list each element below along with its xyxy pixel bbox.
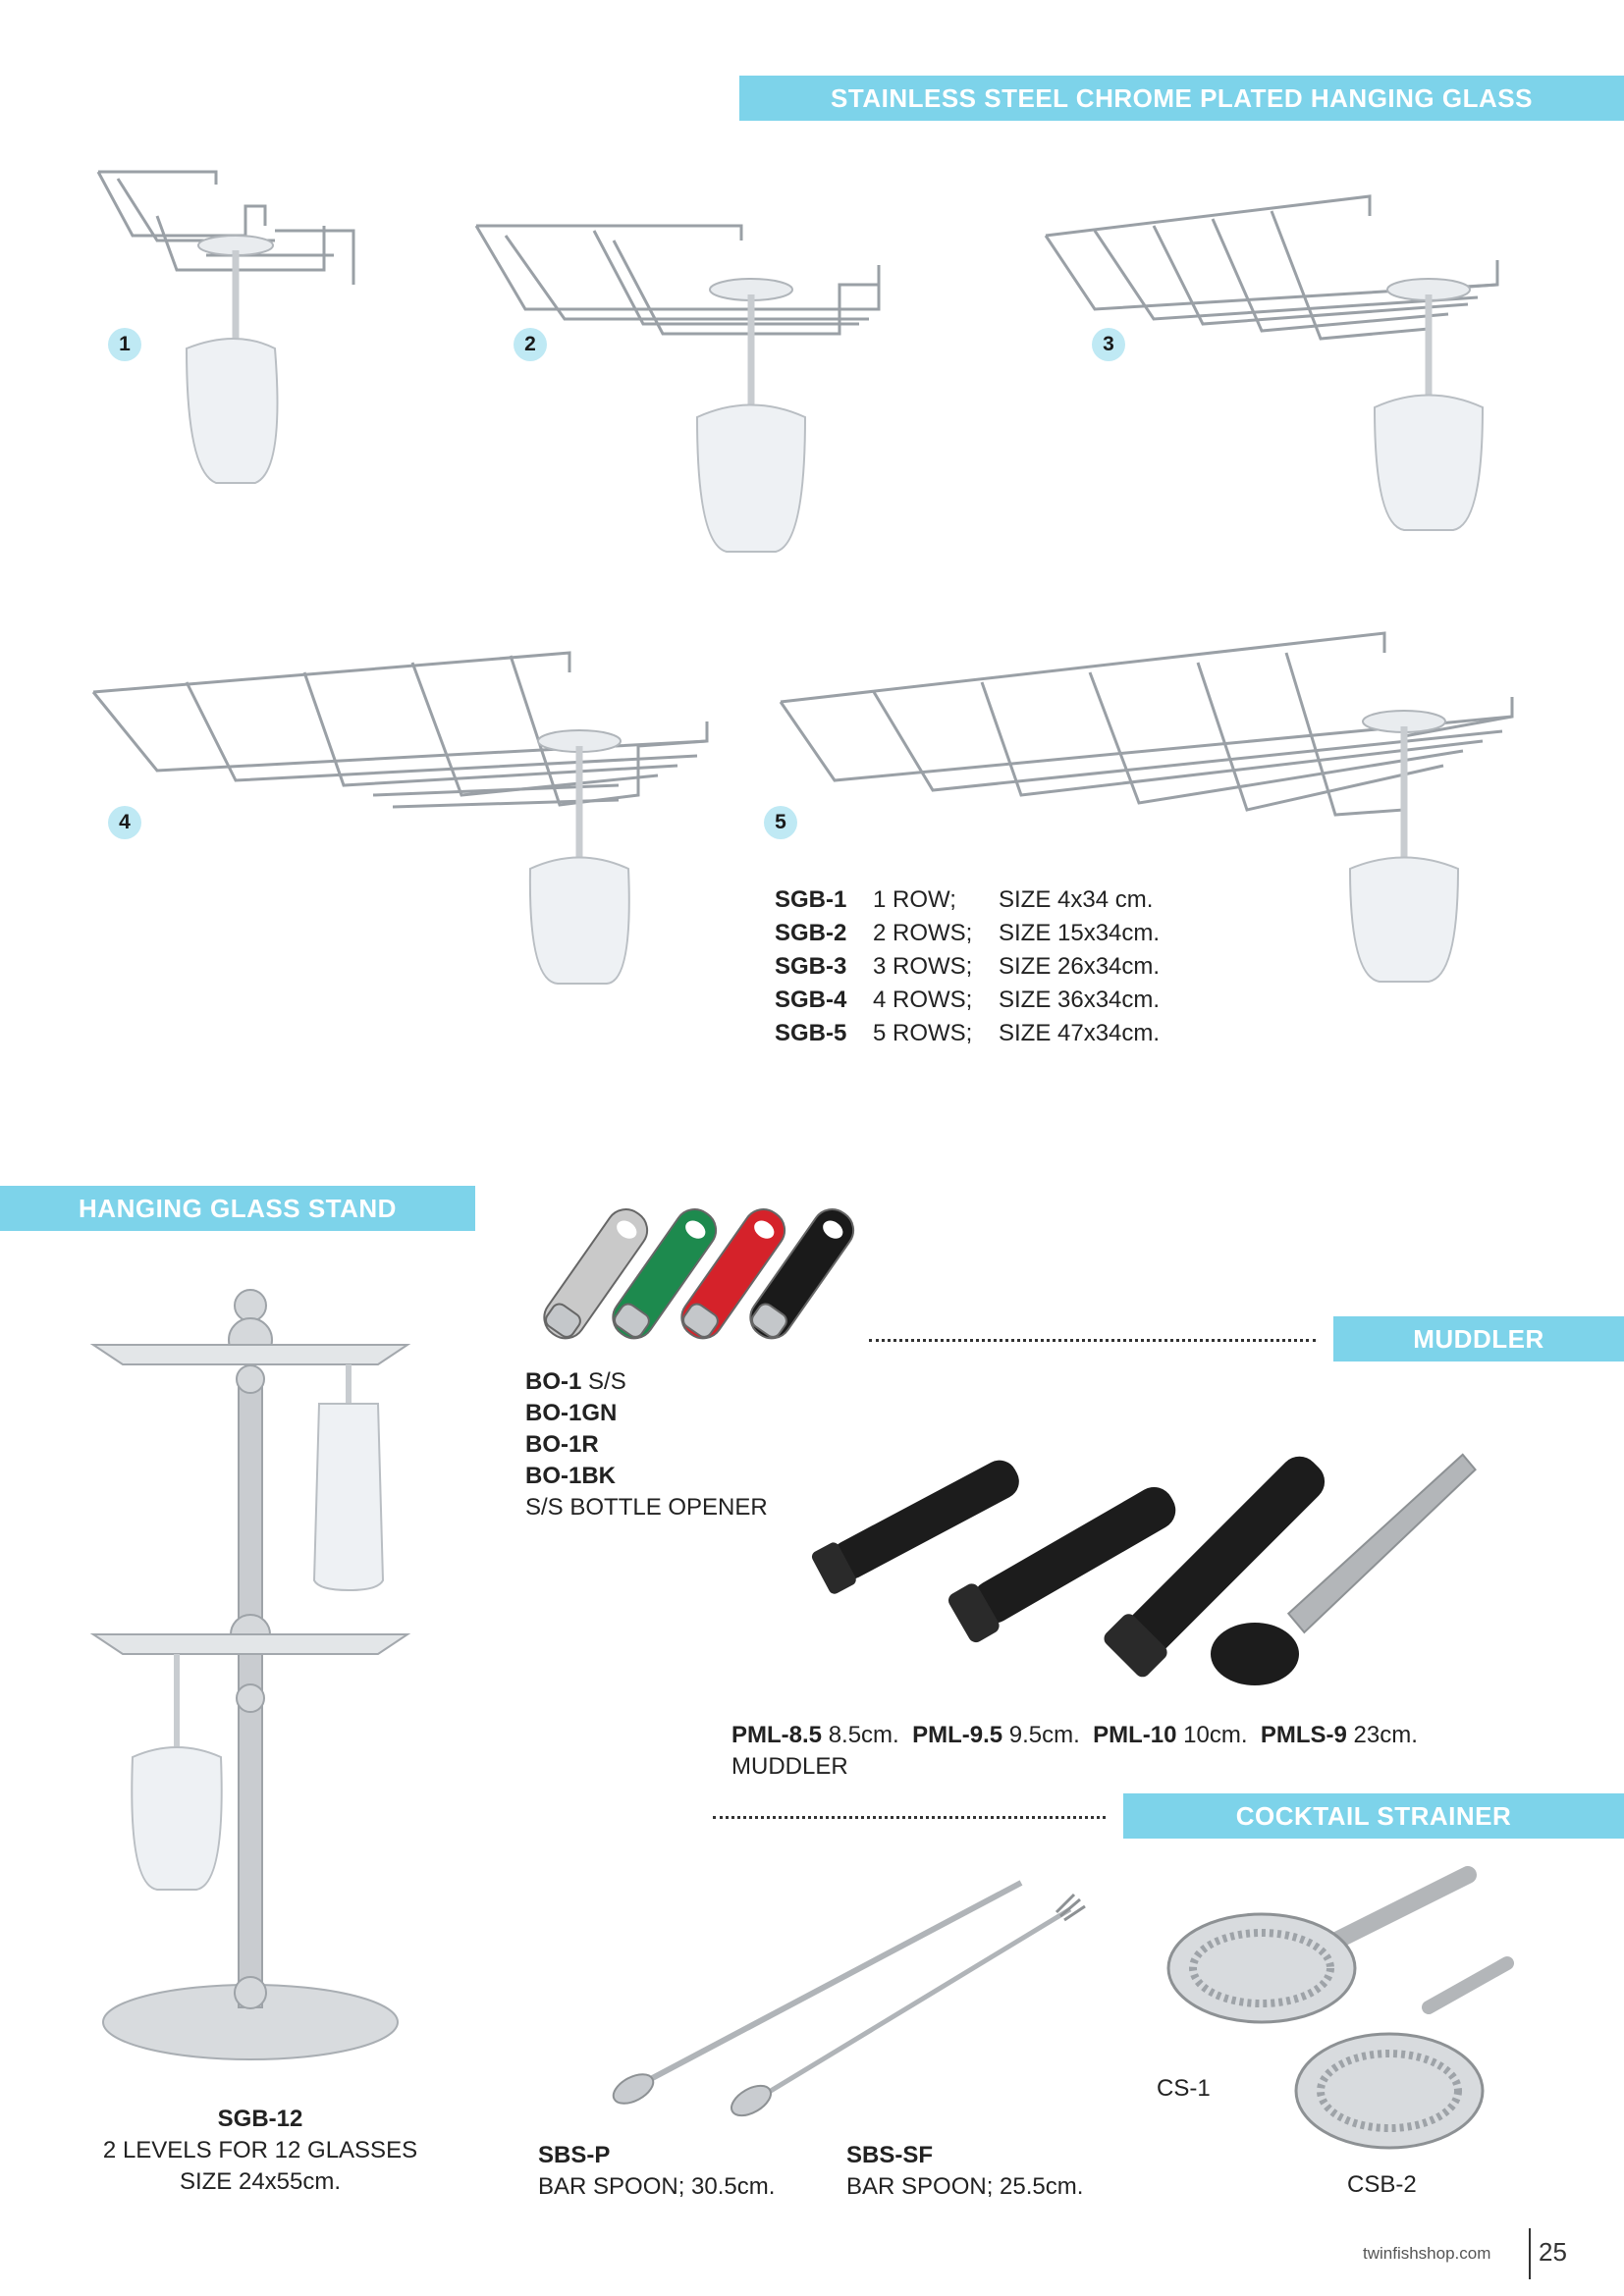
rack-spec-row [775, 1017, 1160, 1050]
rack-spec-rows: 2 ROWS; [873, 920, 973, 946]
muddler-size: 9.5cm. [1008, 1722, 1080, 1748]
glass-stand-image [83, 1286, 417, 2071]
spoon-code: SBS-SF [846, 2142, 934, 2168]
rack-spec-code: SGB-5 [775, 1020, 847, 1046]
opener-row [525, 1461, 768, 1492]
glass-rack-4-image [88, 638, 717, 991]
muddler-size: 10cm. [1183, 1722, 1248, 1748]
stand-code: SGB-12 [217, 2106, 303, 2132]
footer-site: twinfishshop.com [1363, 2244, 1491, 2263]
strainer-image [1144, 1860, 1537, 2184]
rack-number-5: 5 [764, 806, 797, 839]
opener-code: BO-1R [525, 1431, 599, 1458]
opener-row [525, 1429, 768, 1461]
spoon-caption-2 [846, 2140, 1083, 2203]
stand-line1: 2 LEVELS FOR 12 GLASSES [102, 2137, 418, 2163]
muddler-name: MUDDLER [731, 1753, 848, 1780]
muddler-code: PMLS-9 [1260, 1722, 1347, 1748]
rack-spec-code: SGB-1 [775, 886, 847, 913]
rack-spec-rows: 4 ROWS; [873, 987, 973, 1013]
rack-spec-list [775, 883, 1160, 1050]
opener-suffix: S/S [581, 1368, 626, 1395]
muddler-code: PML-10 [1093, 1722, 1177, 1748]
bottle-opener-image [520, 1193, 874, 1360]
rack-spec-size: SIZE 36x34cm. [999, 987, 1161, 1013]
banner-glass-stand: HANGING GLASS STAND [0, 1186, 475, 1231]
opener-code: BO-1BK [525, 1463, 617, 1489]
rack-spec-row [775, 950, 1160, 984]
rack-spec-size: SIZE 47x34cm. [999, 1020, 1161, 1046]
opener-code: BO-1 [525, 1368, 582, 1395]
rack-spec-size: SIZE 4x34 cm. [999, 886, 1154, 913]
footer-divider [1529, 2228, 1531, 2279]
opener-row [525, 1366, 768, 1398]
rack-spec-row [775, 984, 1160, 1017]
muddler-row [731, 1720, 1418, 1751]
banner-hanging-glass: STAINLESS STEEL CHROME PLATED HANGING GLASS [739, 76, 1624, 121]
bar-spoon-image [599, 1865, 1090, 2120]
opener-name: S/S BOTTLE OPENER [525, 1494, 768, 1521]
rack-number-4: 4 [108, 806, 141, 839]
rack-spec-rows: 3 ROWS; [873, 953, 973, 980]
glass-rack-1-image [88, 157, 363, 491]
rack-number-2: 2 [514, 328, 547, 361]
opener-caption [525, 1366, 768, 1523]
banner-muddler: MUDDLER [1333, 1316, 1624, 1362]
rack-spec-code: SGB-4 [775, 987, 847, 1013]
rack-spec-row [775, 883, 1160, 917]
muddler-image [805, 1414, 1532, 1708]
rack-spec-size: SIZE 15x34cm. [999, 920, 1161, 946]
stand-caption [59, 2104, 461, 2198]
rack-number-1: 1 [108, 328, 141, 361]
spoon-caption-1 [538, 2140, 775, 2203]
muddler-code: PML-9.5 [912, 1722, 1003, 1748]
spoon-desc: BAR SPOON; 30.5cm. [538, 2173, 776, 2200]
spoon-code: SBS-P [538, 2142, 611, 2168]
glass-rack-2-image [466, 206, 898, 560]
opener-row [525, 1398, 768, 1429]
stand-line2: SIZE 24x55cm. [179, 2168, 342, 2195]
rack-spec-row [775, 917, 1160, 950]
muddler-size: 23cm. [1353, 1722, 1418, 1748]
divider-muddler [869, 1339, 1316, 1342]
muddler-size: 8.5cm. [828, 1722, 899, 1748]
strainer-code-1: CS-1 [1157, 2075, 1211, 2102]
page-number: 25 [1539, 2237, 1567, 2267]
rack-spec-code: SGB-3 [775, 953, 847, 980]
rack-spec-rows: 5 ROWS; [873, 1020, 973, 1046]
muddler-code: PML-8.5 [731, 1722, 823, 1748]
rack-spec-rows: 1 ROW; [873, 886, 956, 913]
spoon-desc: BAR SPOON; 25.5cm. [846, 2173, 1084, 2200]
muddler-caption [731, 1720, 1418, 1783]
rack-spec-code: SGB-2 [775, 920, 847, 946]
divider-strainer [713, 1816, 1106, 1819]
strainer-code-2: CSB-2 [1347, 2171, 1417, 2198]
opener-code: BO-1GN [525, 1400, 618, 1426]
rack-number-3: 3 [1092, 328, 1125, 361]
rack-spec-size: SIZE 26x34cm. [999, 953, 1161, 980]
banner-cocktail-strainer: COCKTAIL STRAINER [1123, 1793, 1624, 1839]
